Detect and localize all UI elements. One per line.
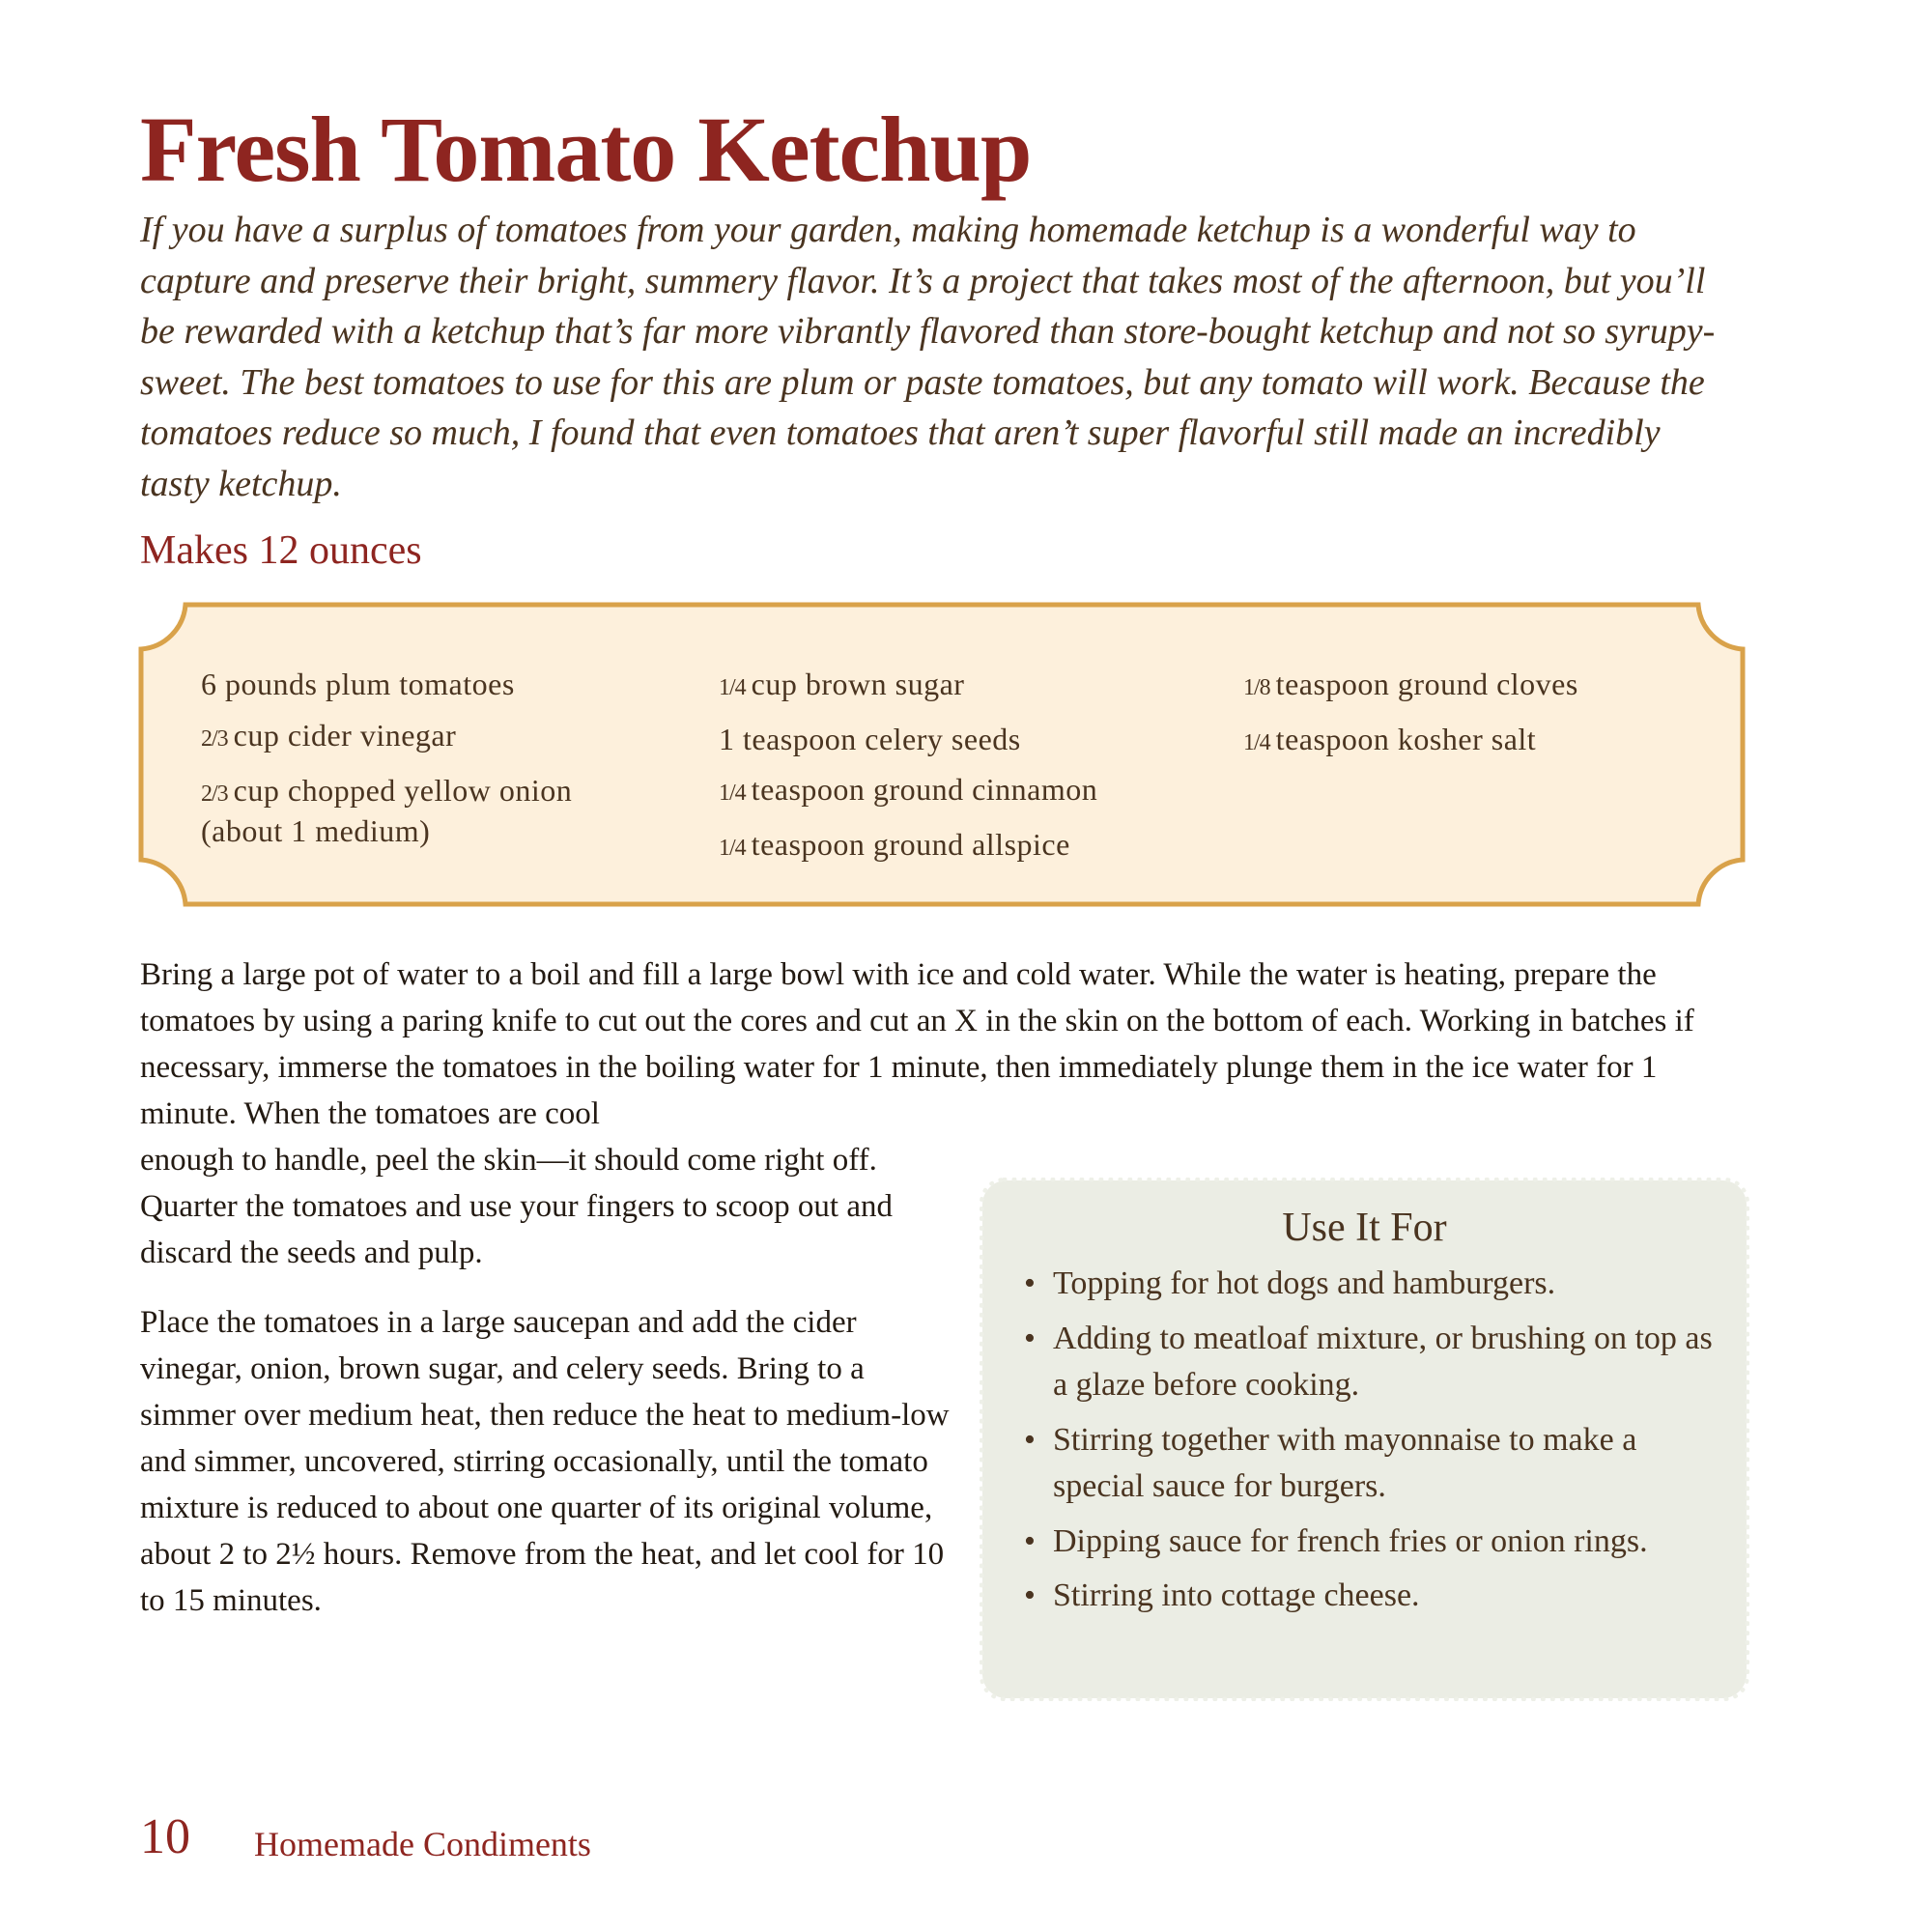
directions-paragraph-2: Place the tomatoes in a large saucepan and add the cider vinegar, onion, brown sugar, and celery seeds. Bring to a simmer over medium heat, then reduce the heat to medium-low and simmer, uncovered, stirring occasionally, until the tomato mixture is reduced to about one quarter of its original volume, about 2 to 2½ hours. Remove from the heat, and let cool for 10 to 15 minutes.: [140, 1305, 950, 1618]
ingredient-item: 1/4 cup brown sugar: [719, 667, 965, 701]
section-name: Homemade Condiments: [254, 1825, 591, 1863]
ingredient-item: 1/4 teaspoon ground cinnamon: [719, 772, 1098, 807]
list-item: • Stirring together with mayonnaise to make a special sauce for burgers.: [1022, 1417, 1727, 1511]
ingredient-item: 1 teaspoon celery seeds: [719, 721, 1021, 756]
recipe-title: Fresh Tomato Ketchup: [140, 98, 1032, 201]
ingredient-item: 1/4 teaspoon kosher salt: [1243, 721, 1537, 756]
recipe-intro: If you have a surplus of tomatoes from your garden, making homemade ketchup is a wonderful way to capture and preserve their bright, summery flavor. It’s a project that takes most of the afternoon, but you’ll be rewarded with a ketchup that’s far more vibrantly flavored than store-bought ketchup and not so syrupy-sweet. The best tomatoes to use for this are plum or paste tomatoes, but any tomato will work. Because the tomatoes reduce so much, I found that even tomatoes that aren’t super flavorful still made an incredibly tasty ketchup.: [140, 210, 1716, 504]
ingredient-item: 6 pounds plum tomatoes: [201, 667, 515, 701]
recipe-yield: Makes 12 ounces: [140, 528, 422, 573]
page-number: 10: [140, 1809, 190, 1864]
ingredient-item: 2/3 cup cider vinegar: [201, 717, 457, 753]
ingredients-box: [137, 601, 1747, 908]
use-it-for-list: [1022, 1261, 1727, 1628]
ingredient-item: 1/4 teaspoon ground allspice: [719, 826, 1070, 862]
ingredient-item: 2/3 cup chopped yellow onion (about 1 medium): [201, 773, 573, 848]
directions-column: [140, 1137, 961, 1647]
use-it-for-sidebar: [985, 1183, 1744, 1695]
use-it-for-title: Use It For: [1282, 1206, 1447, 1250]
list-item: • Stirring into cottage cheese.: [1022, 1573, 1727, 1620]
ingredients-column-2: [719, 659, 1221, 873]
directions-paragraph-1: Bring a large pot of water to a boil and fill a large bowl with ice and cold water. While the water is heating, prepare the tomatoes by using a paring knife to cut out the cores and cut an X in the skin on the bottom of each. Working in batches if necessary, immerse the tomatoes in the boiling water for 1 minute, then immediately plunge them in the ice water for 1 minute. When the tomatoes are cool: [140, 957, 1694, 1131]
list-item: • Adding to meatloaf mixture, or brushing on top as a glaze before cooking.: [1022, 1316, 1727, 1409]
ingredients-column-3: [1243, 659, 1707, 768]
list-item: • Topping for hot dogs and hamburgers.: [1022, 1261, 1727, 1308]
list-item: • Dipping sauce for french fries or onion rings.: [1022, 1519, 1727, 1566]
ingredient-item: 1/8 teaspoon ground cloves: [1243, 667, 1578, 701]
ingredients-column-1: [201, 659, 655, 857]
directions-paragraph-1-continued: enough to handle, peel the skin—it should come right off. Quarter the tomatoes and use your fingers to scoop out and discard the seeds and pulp.: [140, 1143, 893, 1270]
